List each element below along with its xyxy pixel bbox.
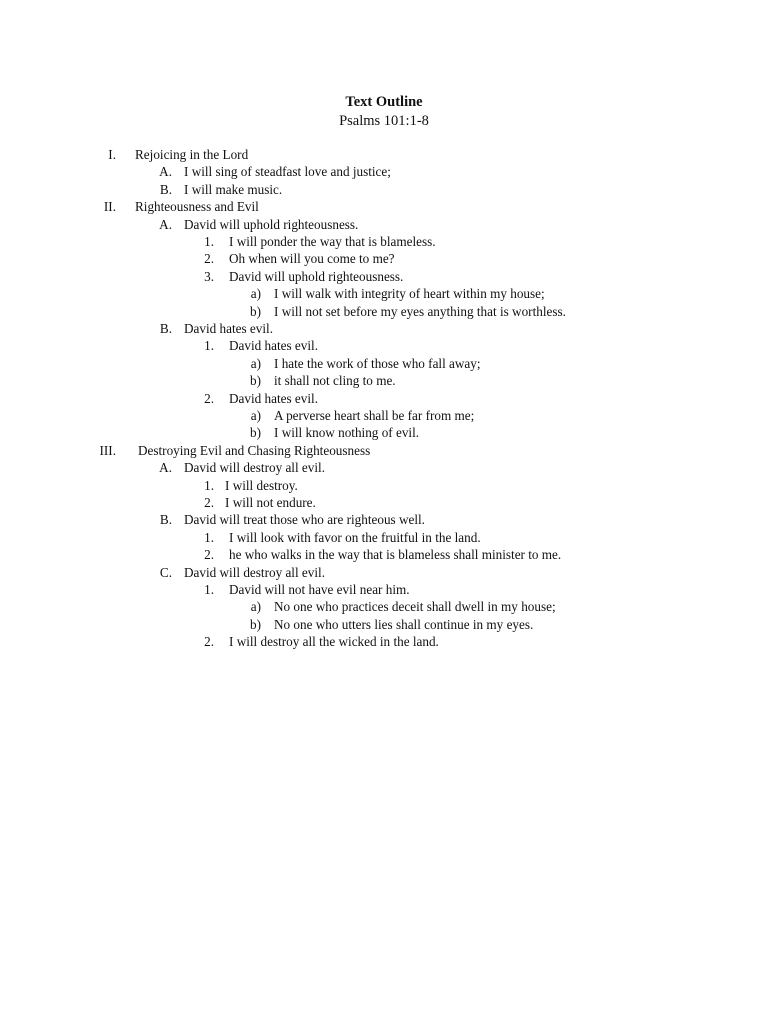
outline-marker: b) bbox=[250, 303, 261, 319]
outline-marker: 1. bbox=[204, 477, 214, 493]
outline-text: he who walks in the way that is blameless shall minister to me. bbox=[229, 547, 562, 563]
outline-marker: b) bbox=[250, 373, 261, 389]
outline-text: David hates evil. bbox=[229, 390, 318, 406]
outline-item-level-3 bbox=[0, 390, 768, 407]
outline-item-level-2 bbox=[0, 181, 768, 198]
outline-item-level-4 bbox=[0, 285, 768, 302]
outline-marker: 1. bbox=[204, 338, 214, 354]
outline-marker: b) bbox=[250, 425, 261, 441]
outline-marker: II. bbox=[103, 199, 116, 215]
outline-item-level-3 bbox=[0, 546, 768, 563]
outline-text: I will destroy all the wicked in the land. bbox=[229, 634, 439, 650]
outline-text: I will know nothing of evil. bbox=[274, 425, 420, 441]
outline-item-level-2 bbox=[0, 459, 768, 476]
outline-marker: 2. bbox=[204, 547, 214, 563]
outline-item-level-1 bbox=[0, 146, 768, 163]
outline-item-level-4 bbox=[0, 303, 768, 320]
outline-marker: a) bbox=[250, 286, 261, 302]
outline-text: No one who practices deceit shall dwell in my house; bbox=[274, 599, 556, 615]
outline-text: I will ponder the way that is blameless. bbox=[229, 234, 436, 249]
outline-item-level-3 bbox=[0, 581, 768, 598]
outline-marker: C. bbox=[159, 564, 172, 580]
outline-item-level-3 bbox=[0, 250, 768, 267]
outline-item-level-2 bbox=[0, 163, 768, 180]
outline-marker: 1. bbox=[204, 582, 214, 597]
outline-marker: 2. bbox=[204, 390, 214, 406]
outline-marker: 3. bbox=[204, 268, 214, 284]
outline-text: David will destroy all evil. bbox=[184, 460, 326, 476]
outline-text: David will not have evil near him. bbox=[229, 582, 410, 597]
outline-marker: a) bbox=[250, 599, 261, 615]
outline-text: I will make music. bbox=[184, 181, 283, 197]
document-title: Text Outline bbox=[345, 94, 423, 110]
outline-marker: 2. bbox=[204, 495, 214, 510]
outline-text: David will uphold righteousness. bbox=[184, 216, 359, 232]
outline-text: I will sing of steadfast love and justice; bbox=[184, 164, 391, 180]
outline-marker: A. bbox=[159, 164, 172, 180]
outline-text: Righteousness and Evil bbox=[135, 199, 259, 215]
outline-text: David will destroy all evil. bbox=[184, 564, 326, 580]
outline-marker: 1. bbox=[204, 234, 214, 249]
outline-text: I will not set before my eyes anything that is worthless. bbox=[274, 303, 566, 319]
outline-text: I will look with favor on the fruitful in the land. bbox=[229, 529, 481, 545]
outline-text: Destroying Evil and Chasing Righteousness bbox=[138, 442, 371, 458]
outline-item-level-3 bbox=[0, 337, 768, 354]
outline-marker: A. bbox=[159, 460, 172, 476]
outline-item-level-2 bbox=[0, 320, 768, 337]
document-subtitle: Psalms 101:1-8 bbox=[339, 113, 429, 129]
outline-item-level-2 bbox=[0, 564, 768, 581]
outline-marker: 2. bbox=[204, 251, 214, 267]
outline-item-level-2 bbox=[0, 511, 768, 528]
outline-marker: B. bbox=[159, 321, 172, 336]
outline-text: David will treat those who are righteous well. bbox=[184, 512, 425, 528]
outline-text: Oh when will you come to me? bbox=[229, 251, 395, 267]
outline-item-level-1 bbox=[0, 442, 768, 459]
outline-marker: I. bbox=[108, 147, 116, 162]
outline-item-level-3 bbox=[0, 529, 768, 546]
outline-text: A perverse heart shall be far from me; bbox=[274, 408, 475, 423]
outline-text: I hate the work of those who fall away; bbox=[274, 355, 481, 371]
outline-marker: A. bbox=[159, 216, 172, 232]
outline-text: I will destroy. bbox=[225, 477, 298, 493]
outline-item-level-4 bbox=[0, 616, 768, 633]
outline-marker: a) bbox=[250, 355, 261, 371]
outline-item-level-4 bbox=[0, 355, 768, 372]
outline-marker: III. bbox=[99, 442, 116, 458]
outline-list bbox=[0, 146, 768, 666]
outline-marker: b) bbox=[250, 616, 261, 632]
outline-item-level-4 bbox=[0, 424, 768, 441]
outline-text: Rejoicing in the Lord bbox=[135, 147, 249, 162]
outline-item-level-1 bbox=[0, 198, 768, 215]
outline-item-level-3 bbox=[0, 268, 768, 285]
outline-text: it shall not cling to me. bbox=[274, 373, 396, 389]
outline-text: David will uphold righteousness. bbox=[229, 268, 404, 284]
outline-item-level-4 bbox=[0, 598, 768, 615]
outline-marker: 2. bbox=[204, 634, 214, 650]
outline-item-level-2 bbox=[0, 216, 768, 233]
outline-text: No one who utters lies shall continue in my eyes. bbox=[274, 616, 534, 632]
outline-item-level-4 bbox=[0, 372, 768, 389]
outline-text: I will walk with integrity of heart within my house; bbox=[274, 286, 545, 302]
outline-marker: 1. bbox=[204, 529, 214, 545]
outline-text: David hates evil. bbox=[184, 321, 273, 336]
outline-item-level-3 bbox=[0, 477, 768, 494]
outline-marker: B. bbox=[159, 181, 172, 197]
outline-text: I will not endure. bbox=[225, 495, 316, 510]
outline-item-level-3 bbox=[0, 633, 768, 650]
outline-item-level-3 bbox=[0, 233, 768, 250]
outline-text: David hates evil. bbox=[229, 338, 318, 354]
outline-marker: B. bbox=[159, 512, 172, 528]
outline-item-level-4 bbox=[0, 407, 768, 424]
outline-marker: a) bbox=[250, 408, 261, 423]
outline-item-level-3 bbox=[0, 494, 768, 511]
